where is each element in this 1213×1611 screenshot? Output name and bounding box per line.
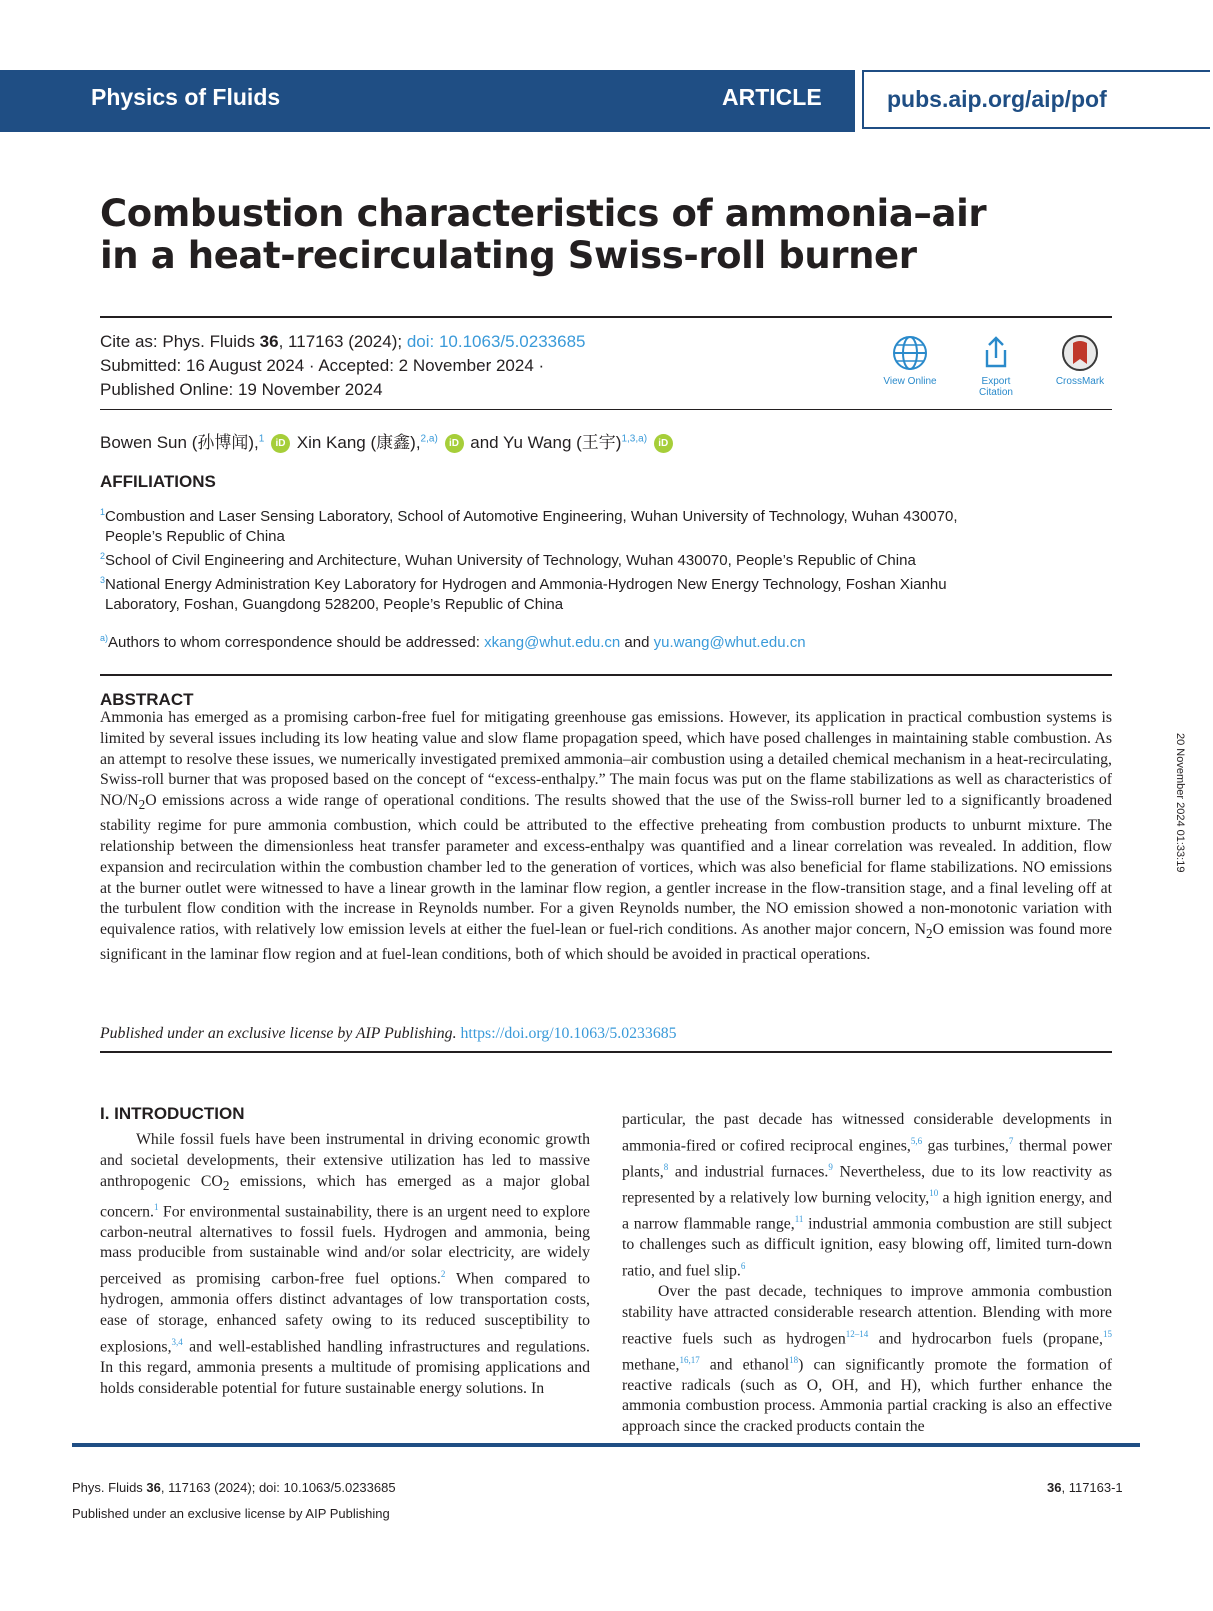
reference-link[interactable]: 16,17 — [679, 1354, 700, 1365]
author-native-name: (孙博闻), — [191, 433, 259, 452]
journal-name: Physics of Fluids — [91, 84, 281, 110]
email-link[interactable]: xkang@whut.edu.cn — [484, 634, 621, 651]
reference-link[interactable]: 10 — [929, 1187, 939, 1198]
view-online-button[interactable] — [880, 334, 940, 387]
crossmark-button[interactable] — [1050, 334, 1110, 387]
text-run: and well-established handling infrastructures and regulations. In this regard, ammonia presents a multitude of promising applications and holds considerable potential for future sustainable energy solutions. In — [100, 1338, 590, 1397]
journal-url[interactable]: pubs.aip.org/aip/pof — [887, 86, 1107, 112]
introduction-heading: I. INTRODUCTION — [100, 1104, 245, 1123]
reference-link[interactable]: 3,4 — [171, 1336, 183, 1347]
journal-url-box[interactable] — [862, 70, 1210, 129]
abstract-text — [100, 708, 1112, 966]
footer-text: Phys. Fluids — [72, 1480, 147, 1495]
text-run: emissions, which has emerged as a major global concern. — [100, 1172, 590, 1220]
author-native-name: (王宇) — [576, 433, 622, 452]
author-native-name: (康鑫), — [370, 433, 421, 452]
submitted-dates: Submitted: 16 August 2024 · Accepted: 2 November 2024 · — [100, 356, 545, 375]
reference-link[interactable]: 11 — [794, 1213, 804, 1224]
author-name[interactable]: Yu Wang — [503, 433, 572, 452]
text-run: methane, — [622, 1355, 680, 1373]
affiliation-line: School of Civil Engineering and Architecture, Wuhan University of Technology, Wuhan 430070, People’s Republic of China — [105, 552, 916, 569]
reference-link[interactable]: 6 — [740, 1260, 746, 1271]
subscript: 2 — [138, 797, 146, 813]
subscript: 2 — [222, 1177, 230, 1193]
affiliation-sup: 1 — [100, 507, 106, 517]
orcid-icon[interactable]: iD — [271, 434, 290, 453]
doi-link[interactable]: doi: 10.1063/5.0233685 — [406, 332, 586, 351]
text-run: While fossil fuels have been instrumental in driving economic growth and societal developments, their extensive utilization has led to massive anthropogenic CO — [100, 1131, 590, 1190]
reference-link[interactable]: 12–14 — [845, 1328, 869, 1339]
email-link[interactable]: yu.wang@whut.edu.cn — [653, 634, 806, 651]
author-list — [100, 428, 675, 453]
author-affil-sup: 1 — [258, 433, 265, 445]
divider — [100, 316, 1112, 318]
view-online-label: View Online — [883, 376, 937, 387]
divider — [100, 409, 1112, 410]
text-run: When compared to hydrogen, ammonia offers distinct advantages of low transportation costs, ease of storage, enhanced safety owing to its reduced susceptibility to explosions, — [100, 1270, 590, 1356]
affiliations-heading: AFFILIATIONS — [100, 472, 216, 491]
author-affil-sup: 2,a) — [420, 433, 438, 445]
text-run: ) can significantly promote the formation of reactive radicals (such as O, OH, and H), which further enhance the ammonia combustion process. Ammonia partial cracking is also an effective approach since the cracked products contain the — [622, 1355, 1113, 1436]
reference-link[interactable]: 2 — [440, 1269, 446, 1280]
text-run: For environmental sustainability, there is an urgent need to explore carbon-neutral alternatives to fossil fuels. Hydrogen and ammonia, being mass producible from sustainable wind and/or solar electricity, are widely perceived as promising carbon-free fuel options. — [100, 1202, 590, 1288]
text-run: gas turbines, — [922, 1137, 1009, 1155]
reference-link[interactable]: 18 — [789, 1354, 799, 1365]
cite-prefix: Cite as: Phys. Fluids — [100, 332, 260, 351]
and-text: and — [470, 433, 499, 452]
affiliation-3 — [100, 570, 1110, 615]
affiliation-line: Laboratory, Foshan, Guangdong 528200, People’s Republic of China — [105, 596, 564, 613]
abstract-part: Ammonia has emerged as a promising carbon-free fuel for mitigating greenhouse gas emissions. However, its application in practical combustion systems is limited by several issues including its low heating value and slow flame propagation speed, which have posed challenges in maintaining stable combustion. As an attempt to resolve these issues, we numerically investigated premixed ammonia–air combustion using a detailed chemical mechanism in a heat-recirculating, Swiss-roll burner that was proposed based on the concept of “excess-enthalpy.” The main focus was put on the flame stabilizations as well as characteristics of NO/N — [100, 709, 1112, 810]
cite-volume: 36 — [259, 332, 279, 351]
footer-rule — [72, 1443, 1140, 1447]
affiliation-line: People’s Republic of China — [105, 528, 285, 545]
text-run: Nevertheless, due to its low reactivity as represented by a relatively low burning velocity, — [622, 1163, 1112, 1207]
cite-rest: , 117163 (2024); — [278, 332, 407, 351]
orcid-icon[interactable]: iD — [445, 434, 464, 453]
correspondence-note — [100, 628, 1110, 653]
text-run: and hydrocarbon fuels (propane, — [868, 1329, 1103, 1347]
author-affil-sup: 1,3,a) — [621, 433, 648, 445]
reference-link[interactable]: 9 — [828, 1161, 833, 1172]
crossmark-label: CrossMark — [1055, 376, 1105, 387]
download-timestamp: 20 November 2024 01:33:19 — [1174, 733, 1186, 873]
intro-right-column — [622, 1110, 1112, 1438]
affiliation-line: Combustion and Laser Sensing Laboratory, School of Automotive Engineering, Wuhan University of Technology, Wuhan 430070, — [105, 508, 958, 525]
license-text: Published under an exclusive license by AIP Publishing. — [100, 1025, 461, 1042]
crossmark-icon — [1061, 334, 1099, 372]
reference-link[interactable]: 8 — [663, 1161, 669, 1172]
correspondence-sup: a) — [100, 633, 109, 643]
export-citation-button[interactable] — [966, 334, 1026, 398]
affiliation-1 — [100, 502, 1110, 547]
author-name[interactable]: Xin Kang — [296, 433, 366, 452]
footer-citation — [72, 1480, 396, 1495]
page-id: , 117163-1 — [1061, 1480, 1123, 1495]
globe-icon — [891, 334, 929, 372]
abstract-part: O emissions across a wide range of operational conditions. The results showed that the use of the Swiss-roll burner led to a significantly broadened stability regime for pure ammonia combustion, which could be attributed to the effective preheating from combustion products to unburnt mixture. The relationship between the dimensionless heat transfer parameter and excess-enthalpy was quantified and a linear correlation was revealed. In addition, flow expansion and recirculation within the combustion chamber led to the generation of vortices, which was also beneficial for flame stabilizations. NO emissions at the burner outlet were witnessed to have a linear growth in the laminar flow region, a gentler increase in the flow-transition stage, and a final leveling off at the turbulent flow condition with the increase in Reynolds number. For a given Reynolds number, the NO emission showed a non-monotonic variation with equivalence ratios, with relatively low emission levels at either the fuel-lean or fuel-rich conditions. As another major concern, N — [100, 792, 1112, 939]
orcid-icon[interactable]: iD — [654, 434, 673, 453]
text-run: particular, the past decade has witnessed considerable developments in ammonia-fired or cofired reciprocal engines, — [622, 1111, 1112, 1155]
subscript: 2 — [926, 926, 933, 942]
license-line — [100, 1025, 677, 1043]
divider — [100, 674, 1112, 676]
article-title — [100, 193, 1100, 277]
footer-text: , 117163 (2024); doi: 10.1063/5.0233685 — [160, 1480, 396, 1495]
text-run: industrial ammonia combustion are still subject to challenges such as difficult ignition, easy blowing off, limited turn-down ratio, and fuel slip. — [622, 1215, 1112, 1280]
published-date: Published Online: 19 November 2024 — [100, 380, 383, 399]
reference-link[interactable]: 15 — [1103, 1328, 1112, 1339]
author-name[interactable]: Bowen Sun — [100, 433, 187, 452]
abstract-part: O emission was found more significant in the laminar flow region and at fuel-lean conditions, both of which should be avoided in practical operations. — [100, 921, 1112, 964]
abstract-heading: ABSTRACT — [100, 690, 194, 709]
footer-volume: 36 — [146, 1480, 161, 1495]
article-type: ARTICLE — [722, 84, 822, 110]
intro-left-column — [100, 1130, 590, 1400]
title-line-1: Combustion characteristics of ammonia–air — [100, 192, 987, 235]
doi-url-link[interactable]: https://doi.org/10.1063/5.0233685 — [460, 1025, 677, 1042]
reference-link[interactable]: 5,6 — [910, 1135, 923, 1146]
correspondence-text: Authors to whom correspondence should be addressed: — [108, 634, 485, 651]
page-volume: 36 — [1047, 1480, 1062, 1495]
reference-link[interactable]: 7 — [1008, 1135, 1014, 1146]
export-icon — [977, 334, 1015, 372]
text-run: a high ignition energy, and a narrow flammable range, — [622, 1189, 1112, 1233]
affiliation-2 — [100, 546, 1110, 571]
affiliation-line: National Energy Administration Key Laboratory for Hydrogen and Ammonia-Hydrogen New Energy Technology, Foshan Xianhu — [105, 576, 947, 593]
text-run: thermal power plants, — [622, 1137, 1112, 1181]
title-line-2: in a heat-recirculating Swiss-roll burner — [100, 234, 917, 277]
text-run: Over the past decade, techniques to improve ammonia combustion stability have attracted considerable research attention. Blending with more reactive fuels such as hydrogen — [622, 1282, 1112, 1347]
page-number — [1047, 1480, 1123, 1495]
text-run: and ethanol — [699, 1355, 790, 1373]
divider — [100, 1051, 1112, 1053]
export-citation-label: Export Citation — [979, 376, 1013, 398]
text-run: and industrial furnaces. — [668, 1163, 829, 1181]
citation-block — [100, 330, 586, 402]
affiliation-sup: 2 — [100, 551, 106, 561]
and-text: and — [620, 634, 654, 651]
footer-license: Published under an exclusive license by AIP Publishing — [72, 1506, 390, 1521]
reference-link[interactable]: 1 — [153, 1201, 159, 1212]
affiliation-sup: 3 — [100, 575, 106, 585]
